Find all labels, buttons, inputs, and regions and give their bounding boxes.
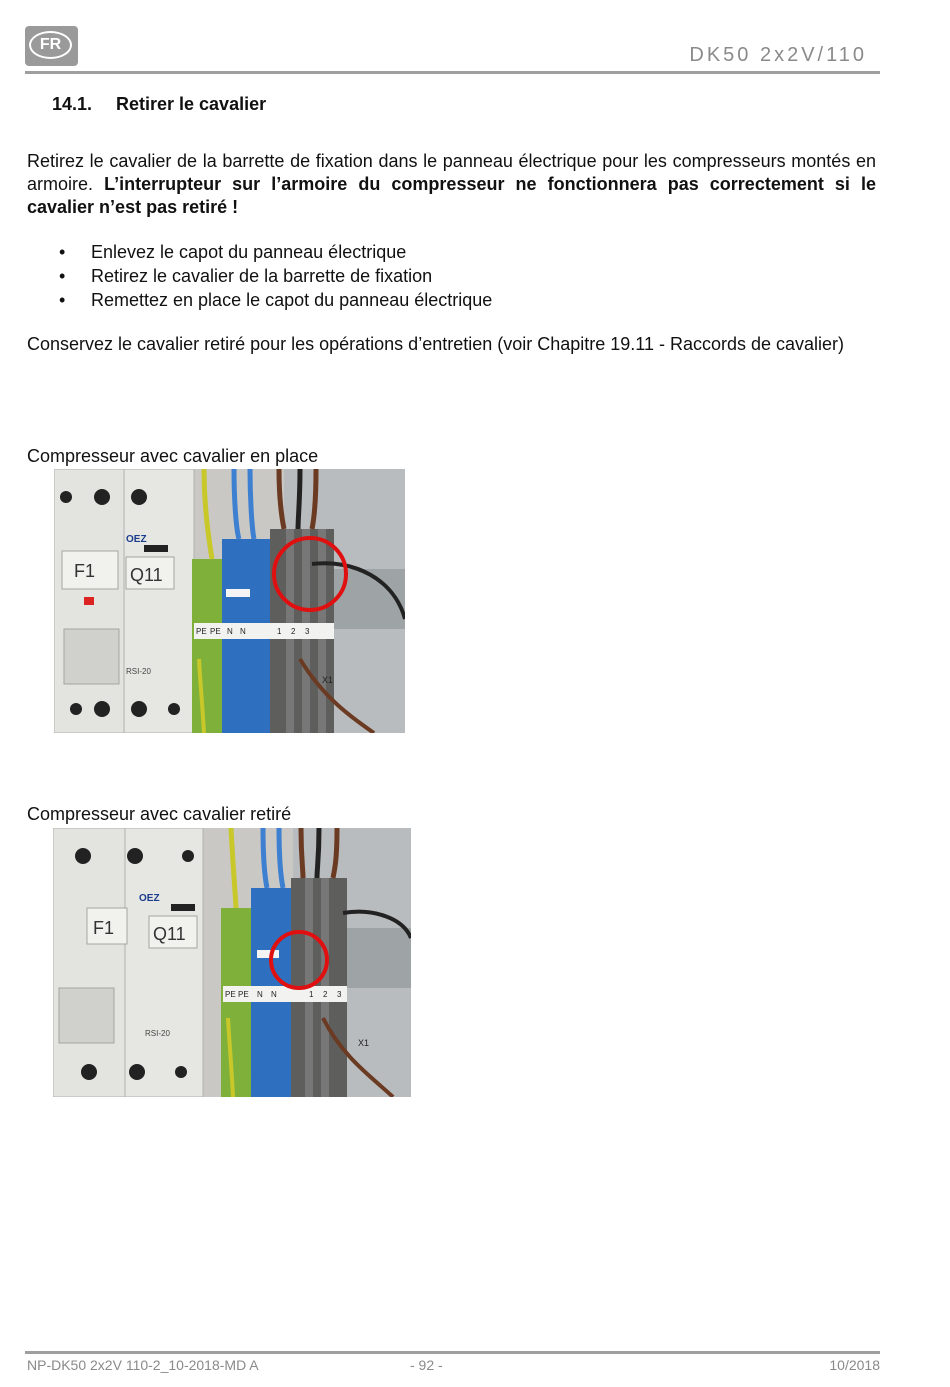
figure-2-caption: Compresseur avec cavalier retiré [27,804,292,824]
intro-text: Retirez le cavalier de la barrette de fixation dans le panneau électrique pour les compresseurs montés en armoire. [27,151,876,194]
terminal-label: PE [196,627,207,636]
figure-1-photo [54,469,405,733]
note-paragraph: Conservez le cavalier retiré pour les opérations d’entretien (voir Chapitre 19.11 - Raccords de cavalier) [27,334,845,354]
list-item: • Enlevez le capot du panneau électrique [27,240,492,264]
terminal-label: N [240,627,246,636]
terminal-label: 3 [337,990,342,999]
language-badge [25,26,78,66]
figure-1-caption: Compresseur avec cavalier en place [27,446,319,466]
brand-label: OEZ [126,534,147,545]
f1-label: F1 [74,561,96,581]
x1-label: X1 [322,675,334,685]
section-number: 14.1. [52,94,93,114]
terminal-label: 2 [291,627,296,636]
terminal-label: PE [225,990,236,999]
footer-date: 10/2018 [829,1357,880,1373]
footer-page-number: - 92 - [410,1357,443,1373]
terminal-label: N [271,990,277,999]
brand-label: OEZ [139,893,160,904]
terminal-label: 1 [309,990,314,999]
electrical-panel-image [53,828,411,1097]
terminal-label: 3 [305,627,310,636]
figure-2-photo [53,828,411,1097]
terminal-label: N [227,627,233,636]
section-heading [52,94,266,115]
relay-label: RSI-20 [126,667,151,676]
footer-rule [25,1351,880,1354]
x1-label: X1 [358,1038,370,1048]
relay-label: RSI-20 [145,1029,170,1038]
list-item: • Remettez en place le capot du panneau électrique [27,288,492,312]
document-code: DK50 2x2V/110 [689,44,867,66]
electrical-panel-image [54,469,405,733]
q11-label: Q11 [153,924,186,944]
intro-warning: L’interrupteur sur l’armoire du compresseur ne fonctionnera pas correctement si le cavalier n’est pas retiré ! [27,174,877,217]
f1-label: F1 [93,918,115,938]
terminal-label: PE [238,990,249,999]
terminal-label: N [257,990,263,999]
terminal-label: 2 [323,990,328,999]
section-title: Retirer le cavalier [116,94,267,114]
q11-label: Q11 [130,565,163,585]
header-rule [25,71,880,74]
terminal-label: 1 [277,627,282,636]
steps-list [27,240,492,312]
intro-paragraph [27,150,876,219]
list-item: • Retirez le cavalier de la barrette de fixation [27,264,492,288]
language-badge-label: FR [29,31,72,59]
footer-doc-ref: NP-DK50 2x2V 110-2_10-2018-MD A [27,1357,259,1373]
terminal-label: PE [210,627,221,636]
